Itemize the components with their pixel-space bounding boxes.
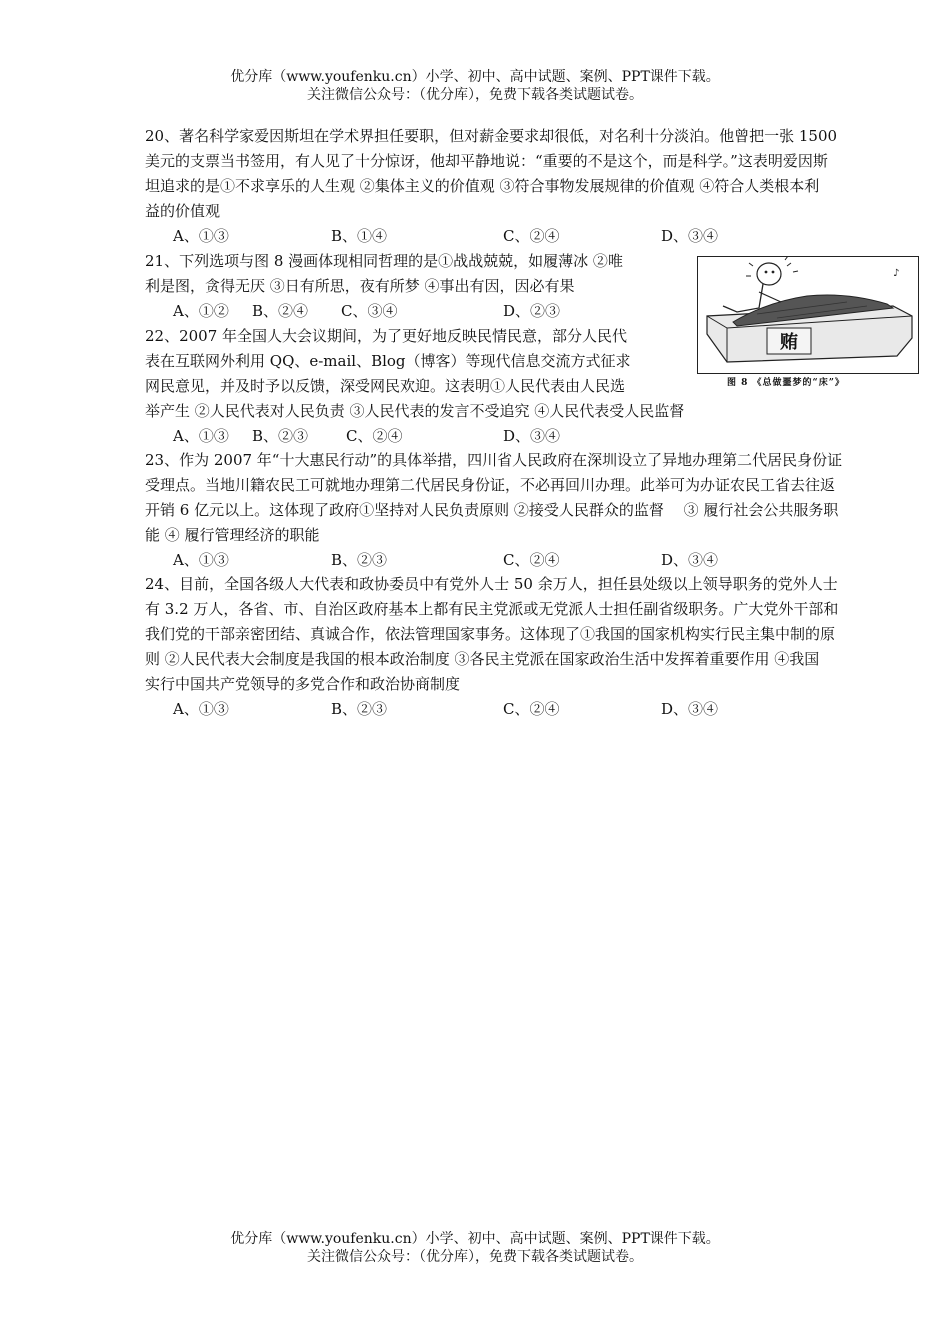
option-d[interactable]: D、③④ bbox=[503, 427, 561, 445]
header-line-2: 关注微信公众号：（优分库），免费下载各类试题试卷。 bbox=[307, 87, 643, 103]
question-text-line: 利是图，贪得无厌 ③日有所思，夜有所梦 ④事出有因，因必有果 bbox=[145, 277, 575, 295]
answer-options bbox=[145, 548, 925, 573]
footer-line-2: 关注微信公众号：（优分库），免费下载各类试题试卷。 bbox=[307, 1249, 643, 1265]
question-text-line: 我们党的干部亲密团结、真诚合作，依法管理国家事务。这体现了①我国的国家机构实行民主集中制的原 bbox=[145, 625, 836, 643]
option-d[interactable]: D、③④ bbox=[661, 700, 719, 718]
question-text-line: 则 ②人民代表大会制度是我国的根本政治制度 ③各民主党派在国家政治生活中发挥着重要作用 ④我国 bbox=[145, 650, 820, 668]
question-text-line: 表在互联网外利用 QQ、e-mail、Blog（博客）等现代信息交流方式征求 bbox=[145, 352, 631, 370]
question-text-line: 23、作为 2007 年“十大惠民行动”的具体举措，四川省人民政府在深圳设立了异地办理第二代居民身份证 bbox=[145, 451, 843, 469]
option-d[interactable]: D、③④ bbox=[661, 227, 719, 245]
option-d[interactable]: D、②③ bbox=[503, 302, 561, 320]
footer-line-1: 优分库（www.youfenku.cn）小学、初中、高中试题、案例、PPT课件下载。 bbox=[230, 1231, 720, 1247]
answer-options bbox=[145, 697, 925, 722]
option-a[interactable]: A、①③ bbox=[173, 427, 229, 445]
option-d[interactable]: D、③④ bbox=[661, 551, 719, 569]
question-text-line: 24、目前，全国各级人大代表和政协委员中有党外人士 50 余万人，担任县处级以上领导职务的党外人士 bbox=[145, 575, 838, 593]
question-21 bbox=[145, 249, 685, 324]
answer-options bbox=[145, 224, 925, 249]
option-b[interactable]: B、①④ bbox=[331, 227, 388, 245]
option-c[interactable]: C、③④ bbox=[341, 302, 398, 320]
option-b[interactable]: B、②③ bbox=[331, 551, 388, 569]
question-24 bbox=[145, 572, 925, 722]
option-b[interactable]: B、②④ bbox=[252, 302, 309, 320]
page-header bbox=[0, 68, 950, 104]
question-text-line: 实行中国共产党领导的多党合作和政治协商制度 bbox=[145, 675, 461, 693]
question-23 bbox=[145, 448, 925, 573]
question-text-line: 21、下列选项与图 8 漫画体现相同哲理的是①战战兢兢，如履薄冰 ②唯 bbox=[145, 252, 623, 270]
option-a[interactable]: A、①③ bbox=[173, 227, 229, 245]
question-text-line: 22、2007 年全国人大会议期间，为了更好地反映民情民意，部分人民代 bbox=[145, 327, 628, 345]
question-text-line: 受理点。当地川籍农民工可就地办理第二代居民身份证，不必再回川办理。此举可为办证农民工省去往返 bbox=[145, 476, 836, 494]
question-text-line: 坦追求的是①不求享乐的人生观 ②集体主义的价值观 ③符合事物发展规律的价值观 ④符合人类根本利 bbox=[145, 177, 820, 195]
option-a[interactable]: A、①③ bbox=[173, 551, 229, 569]
svg-text:♪: ♪ bbox=[893, 268, 900, 279]
bed-label-text: 贿 bbox=[780, 332, 798, 353]
question-text-line: 开销 6 亿元以上。这体现了政府①坚持对人民负责原则 ②接受人民群众的监督 ③ 履行社会公共服务职 bbox=[145, 501, 839, 519]
figure-caption: 图 8 《总做噩梦的“床”》 bbox=[727, 378, 845, 388]
option-a[interactable]: A、①② bbox=[173, 302, 229, 320]
page-footer bbox=[0, 1230, 950, 1266]
question-text-line: 能 ④ 履行管理经济的职能 bbox=[145, 526, 320, 544]
header-line-1: 优分库（www.youfenku.cn）小学、初中、高中试题、案例、PPT课件下载。 bbox=[230, 69, 720, 85]
option-b[interactable]: B、②③ bbox=[331, 700, 388, 718]
cartoon-drawing bbox=[697, 256, 919, 374]
question-text-line: 举产生 ②人民代表对人民负责 ③人民代表的发言不受追究 ④人民代表受人民监督 bbox=[145, 402, 685, 420]
figure-8-cartoon bbox=[697, 256, 919, 394]
option-c[interactable]: C、②④ bbox=[503, 551, 560, 569]
question-text-line: 20、著名科学家爱因斯坦在学术界担任要职，但对薪金要求却很低，对名利十分淡泊。他曾把一张 1500 bbox=[145, 127, 838, 145]
question-text-line: 益的价值观 bbox=[145, 202, 221, 220]
option-b[interactable]: B、②③ bbox=[252, 427, 309, 445]
option-c[interactable]: C、②④ bbox=[503, 700, 560, 718]
question-text-line: 网民意见，并及时予以反馈，深受网民欢迎。这表明①人民代表由人民选 bbox=[145, 377, 626, 395]
question-text-line: 美元的支票当书签用，有人见了十分惊讶，他却平静地说：“重要的不是这个，而是科学。”这表明爱因斯 bbox=[145, 152, 828, 170]
option-c[interactable]: C、②④ bbox=[503, 227, 560, 245]
question-20 bbox=[145, 124, 925, 249]
option-c[interactable]: C、②④ bbox=[346, 427, 403, 445]
answer-options bbox=[145, 424, 925, 449]
question-text-line: 有 3.2 万人，各省、市、自治区政府基本上都有民主党派或无党派人士担任副省级职务。广大党外干部和 bbox=[145, 600, 839, 618]
answer-options bbox=[145, 299, 685, 324]
option-a[interactable]: A、①③ bbox=[173, 700, 229, 718]
